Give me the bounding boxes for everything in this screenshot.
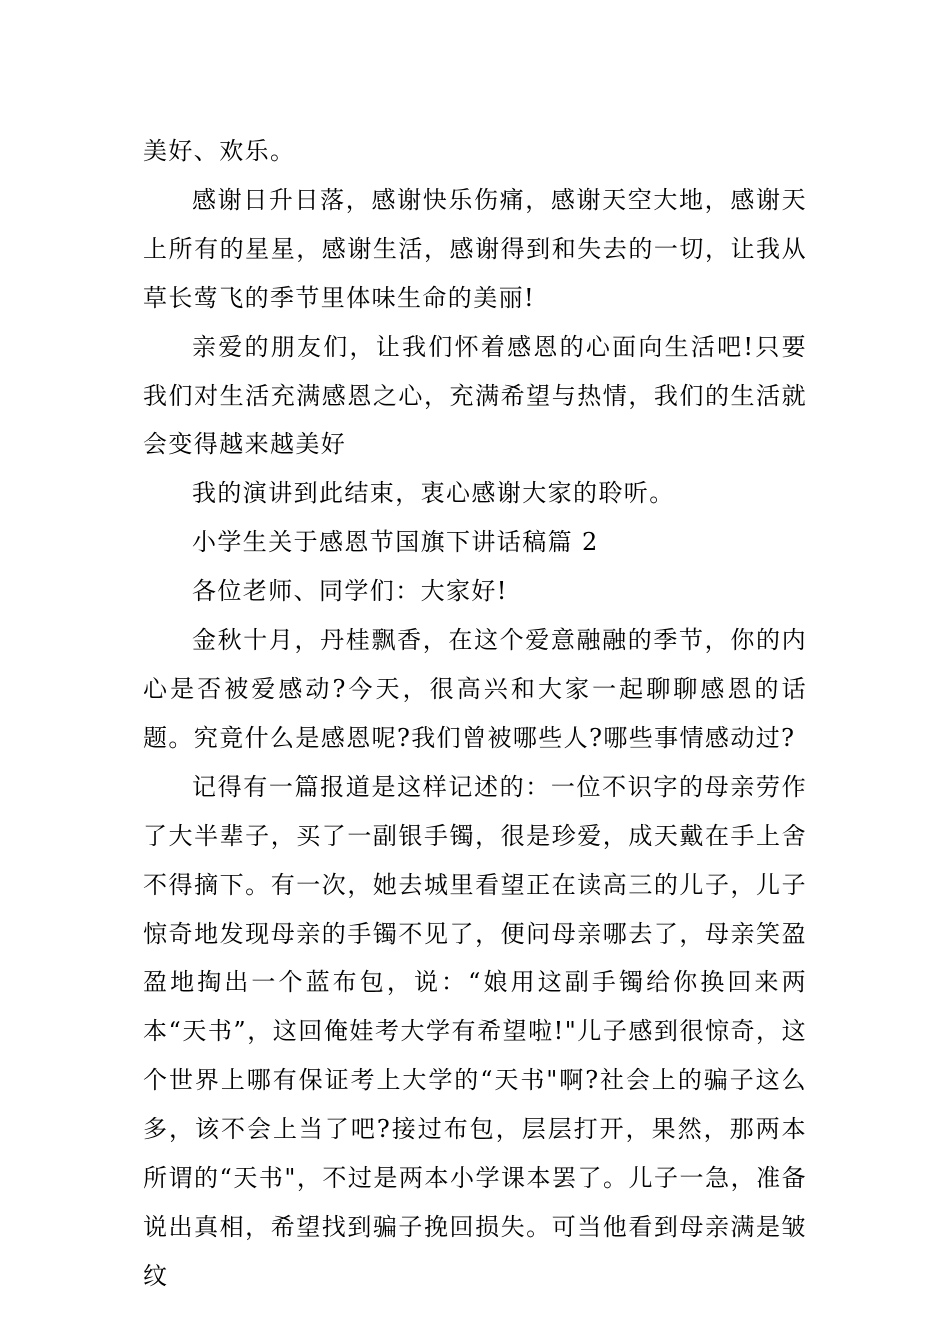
paragraph-story: 记得有一篇报道是这样记述的：一位不识字的母亲劳作了大半辈子，买了一副银手镯，很是珍爱，成天戴在手上舍不得摘下。有一次，她去城里看望正在读高三的儿子，儿子惊奇地发现母亲的手镯不见了，便问母亲哪去了，母亲笑盈盈地掏出一个蓝布包，说：“娘用这副手镯给你换回来两本“天书”，这回俺娃考大学有希望啦!"儿子感到很惊奇，这个世界上哪有保证考上大学的“天书"啊?社会上的骗子这么多，该不会上当了吧?接过布包，层层打开，果然，那两本所谓的“天书"，不过是两本小学课本罢了。儿子一急，准备说出真相，希望找到骗子挽回损失。可当他看到母亲满是皱纹 xyxy=(143,772,807,1290)
paragraph-autumn: 金秋十月，丹桂飘香，在这个爱意融融的季节，你的内心是否被爱感动?今天，很高兴和大家一起聊聊感恩的话题。究竟什么是感恩呢?我们曾被哪些人?哪些事情感动过? xyxy=(143,626,807,752)
paragraph-gratitude: 感谢日升日落，感谢快乐伤痛，感谢天空大地，感谢天上所有的星星，感谢生活，感谢得到和失去的一切，让我从草长莺飞的季节里体味生命的美丽! xyxy=(143,185,807,312)
paragraph-greeting: 各位老师、同学们：大家好! xyxy=(192,577,508,606)
paragraph-continuation: 美好、欢乐。 xyxy=(143,137,296,165)
document-body xyxy=(143,127,807,1301)
paragraph-friends: 亲爱的朋友们，让我们怀着感恩的心面向生活吧!只要我们对生活充满感恩之心，充满希望与热情，我们的生活就会变得越来越美好 xyxy=(143,332,807,459)
section-heading: 小学生关于感恩节国旗下讲话稿篇 2 xyxy=(192,528,599,557)
paragraph-closing: 我的演讲到此结束，衷心感谢大家的聆听。 xyxy=(192,479,675,508)
